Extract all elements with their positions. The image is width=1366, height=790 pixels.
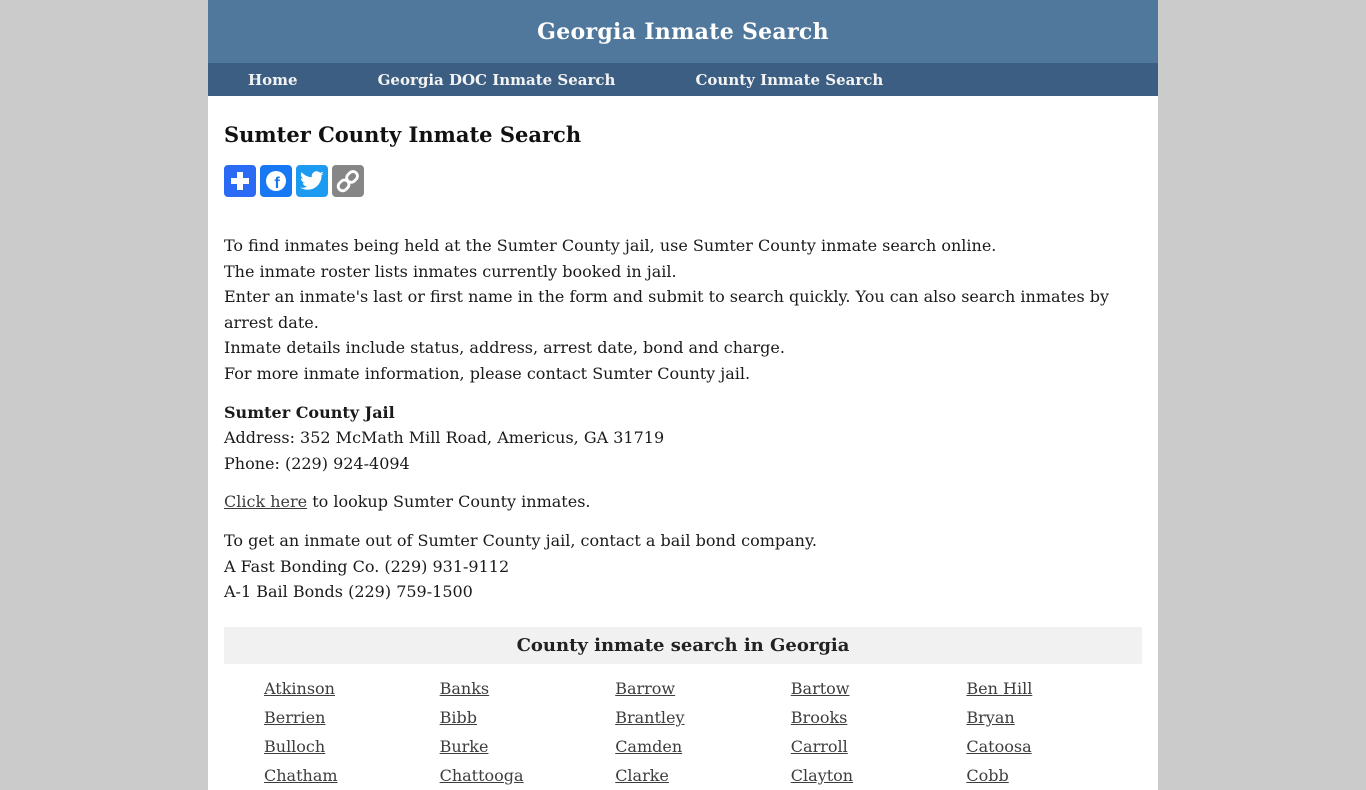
twitter-share-button[interactable] — [296, 165, 328, 197]
county-link[interactable]: Clayton — [790, 765, 854, 785]
svg-text:f: f — [274, 175, 280, 192]
county-link[interactable]: Clarke — [615, 765, 669, 785]
county-link[interactable]: Brooks — [790, 707, 848, 727]
page-title: Sumter County Inmate Search — [224, 122, 582, 147]
county-link[interactable]: Chatham — [264, 765, 338, 785]
lookup-paragraph — [224, 489, 1142, 515]
county-link[interactable]: Banks — [439, 678, 490, 698]
share-buttons — [224, 165, 1142, 197]
county-link[interactable]: Ben Hill — [966, 678, 1033, 698]
site-title: Georgia Inmate Search — [537, 18, 829, 45]
plus-share-icon — [224, 165, 256, 197]
county-section-title: County inmate search in Georgia — [516, 634, 850, 656]
county-link[interactable]: Berrien — [264, 707, 326, 727]
nav-item-home[interactable]: Home — [248, 70, 298, 89]
bail-bond-paragraph — [224, 528, 1142, 605]
copy-link-share-button[interactable] — [332, 165, 364, 197]
intro-line: Inmate details include status, address, arrest date, bond and charge. — [224, 338, 785, 358]
twitter-bird-icon — [296, 165, 328, 197]
county-link[interactable]: Chattooga — [439, 765, 524, 785]
intro-line: For more inmate information, please contact Sumter County jail. — [224, 363, 751, 383]
intro-line: Enter an inmate's last or first name in the form and submit to search quickly. You can also search inmates by arrest date. — [224, 287, 1110, 332]
bail-company-line: A Fast Bonding Co. (229) 931-9112 — [224, 556, 510, 576]
county-link[interactable]: Bryan — [966, 707, 1015, 727]
jail-info-paragraph — [224, 400, 1142, 477]
county-link[interactable]: Carroll — [790, 736, 848, 756]
county-link[interactable]: Bartow — [790, 678, 850, 698]
county-link[interactable]: Bibb — [439, 707, 477, 727]
county-link[interactable]: Catoosa — [966, 736, 1032, 756]
county-section-header — [224, 627, 1142, 664]
county-link[interactable]: Camden — [615, 736, 683, 756]
intro-line: The inmate roster lists inmates currently booked in jail. — [224, 261, 677, 281]
bail-company-line: A-1 Bail Bonds (229) 759-1500 — [224, 582, 473, 602]
county-link[interactable]: Atkinson — [264, 678, 335, 698]
facebook-share-button[interactable] — [260, 165, 292, 197]
jail-name: Sumter County Jail — [224, 402, 395, 422]
county-link[interactable]: Brantley — [615, 707, 685, 727]
bail-intro-line: To get an inmate out of Sumter County jail, contact a bail bond company. — [224, 530, 817, 550]
nav-item-georgia-doc-inmate-search[interactable]: Georgia DOC Inmate Search — [377, 70, 616, 89]
click-here-link[interactable]: Click here — [224, 492, 308, 512]
lookup-text: to lookup Sumter County inmates. — [307, 492, 591, 512]
county-link[interactable]: Bulloch — [264, 736, 326, 756]
page-container — [208, 0, 1158, 790]
county-link[interactable]: Barrow — [615, 678, 676, 698]
intro-paragraph — [224, 233, 1142, 387]
site-header — [208, 0, 1158, 63]
jail-phone: Phone: (229) 924-4094 — [224, 453, 410, 473]
facebook-icon — [260, 165, 292, 197]
jail-address: Address: 352 McMath Mill Road, Americus, GA 31719 — [224, 428, 665, 448]
share-button[interactable] — [224, 165, 256, 197]
county-grid — [264, 674, 1142, 790]
county-link[interactable]: Burke — [439, 736, 489, 756]
main-nav — [208, 63, 1158, 96]
content-area — [208, 122, 1158, 790]
intro-line: To find inmates being held at the Sumter County jail, use Sumter County inmate search online. — [224, 236, 997, 255]
county-link[interactable]: Cobb — [966, 765, 1009, 785]
nav-item-county-inmate-search[interactable]: County Inmate Search — [695, 70, 884, 89]
chain-link-icon — [332, 165, 364, 197]
